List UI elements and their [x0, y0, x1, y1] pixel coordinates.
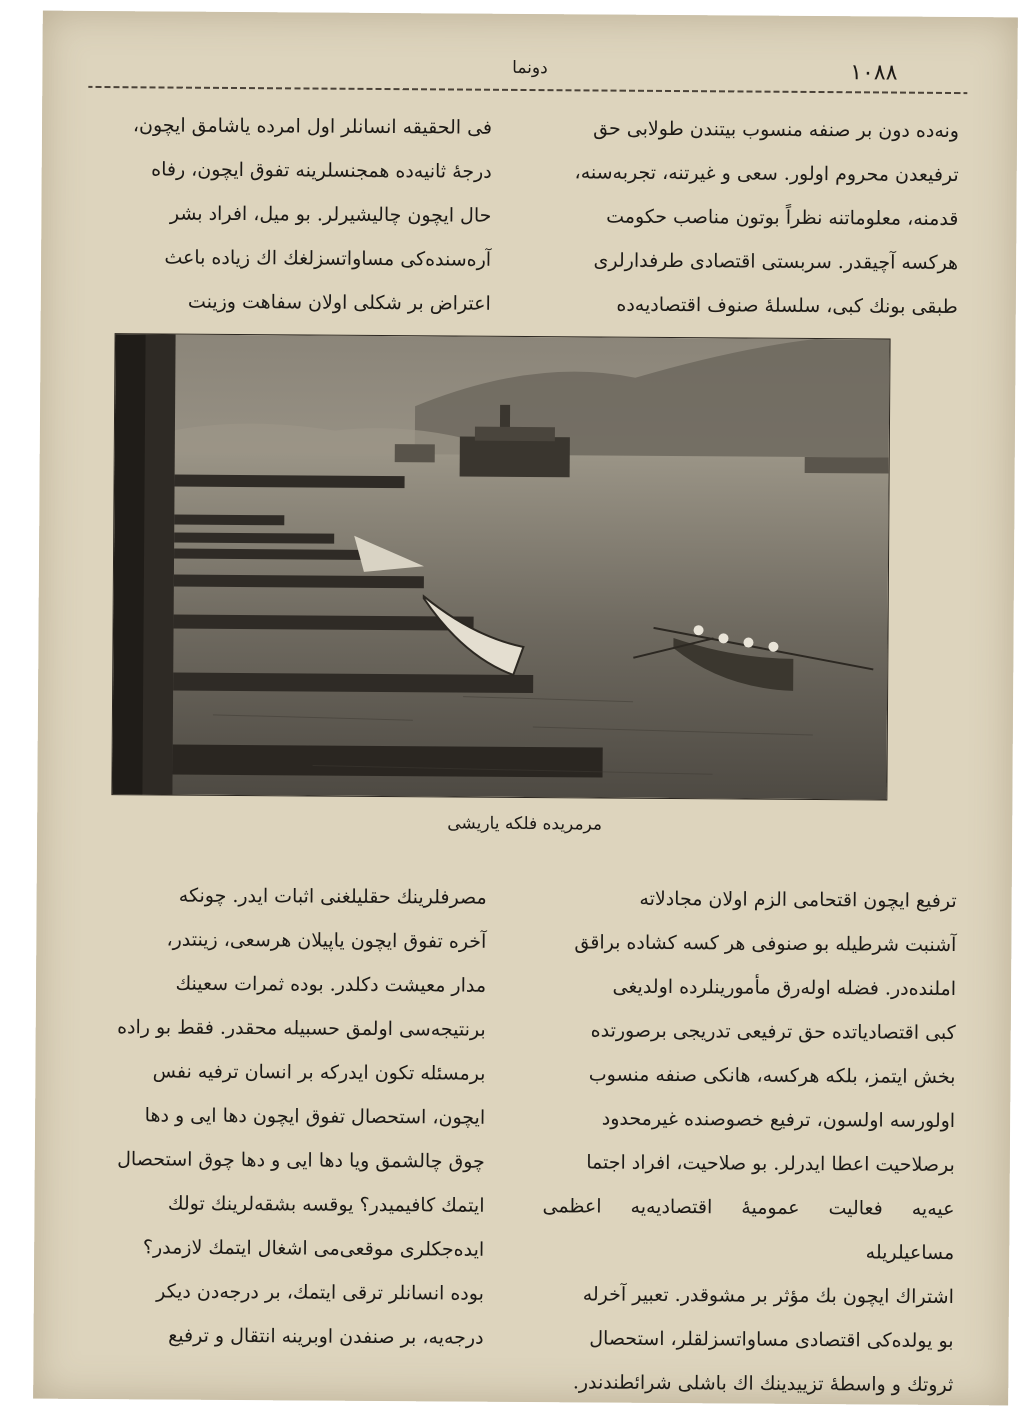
text-line: ایتمك کافیمیدر؟ یوقسه بشقه‌لرینك تولك: [167, 1192, 485, 1217]
text-line: فی الحقیقه انسانلر اول امرده یاشامق ایچون،: [132, 114, 493, 139]
text-line: طبقی بونك كبی، سلسلهٔ صنوف اقتصادیه‌ده: [616, 293, 958, 319]
text-line: ثروتك و واسطهٔ تزییدینك اك باشلی شرائطندندر.: [572, 1371, 954, 1397]
text-column-top-left: [81, 103, 493, 326]
page-number: ١٠٨٨: [850, 60, 898, 86]
text-line: اولورسه اولسون، ترفیع خصوصنده غیرمحدود: [601, 1107, 956, 1133]
text-line: املنده‌در. فضله اوله‌رق مأمورینلرده اولدیغی: [612, 975, 957, 1001]
running-head: دونما: [512, 57, 548, 79]
text-line: برصلاحیت اعطا ایدرلر. بو صلاحیت، افراد اجتما: [586, 1151, 955, 1177]
text-line: مدار معیشت دکلدر. بوده ثمرات سعینك: [175, 972, 487, 997]
photo-caption: مرمریده فلکه یاریشی: [447, 813, 603, 835]
text-line: آخره تفوق ایچون یاپیلان هرسعی، زینتدر،: [166, 928, 487, 953]
text-line: قدمنه، معلوماتنه نظراً بوتون مناصب حکومت: [606, 205, 959, 231]
text-line: ونه‌ده دون بر صنفه منسوب بیتندن طولابی حق: [593, 117, 960, 143]
text-line: ایده‌جکلری موقعی‌می اشغال ایتمك لازمدر؟: [142, 1236, 485, 1261]
photo-illustration: [112, 334, 889, 799]
text-line: حال ایچون چالیشیرلر. بو میل، افراد بشر: [169, 202, 492, 227]
text-line: ترفیعدن محروم اولور. سعی و غیرتنه، تجربه‌سنه،: [574, 161, 959, 187]
text-line: اشتراك ایچون بك مؤثر بر مشوقدر. تعبیر آخرله: [582, 1283, 954, 1309]
magazine-page: [33, 11, 1018, 1406]
text-line: آشنبت شرطیله بو صنوفی هر کسه کشاده براقق: [574, 931, 957, 957]
rowing-race-photo: [111, 333, 890, 800]
text-line: كبی اقتصادیاتده حق ترفیعی تدریجی برصورتده: [590, 1019, 956, 1045]
text-line: برمسئله تکون ایدرکه بر انسان ترفیه نفس: [152, 1060, 486, 1085]
text-line: بخش ایتمز، بلکه هرکسه، هانکی صنفه منسوب: [588, 1063, 956, 1089]
text-line: چوق چالشمق ویا دها ایی و دها چوق استحصال: [117, 1148, 485, 1173]
text-line: برنتیجه‌سی اولمق حسبیله محقدر. فقط بو راده: [117, 1016, 486, 1041]
text-column-bottom-right: [541, 876, 957, 1407]
text-line: درجه‌یه، بر صنفدن اوبرینه انتقال و ترفیع: [168, 1324, 484, 1349]
text-line: ایچون، استحصال تفوق ایچون دها ایی و دها: [144, 1104, 486, 1129]
text-line: هرکسه آچیقدر. سربستی اقتصادی طرفدارلری: [593, 249, 959, 275]
text-column-top-right: [546, 106, 960, 329]
text-line: عیه‌یه فعالیت عمومیهٔ اقتصادیه‌یه اعظمی مساعیلریله: [542, 1195, 955, 1265]
text-column-bottom-left: [73, 873, 486, 1360]
text-line: آره‌سنده‌کی مساواتسزلغك اك زیاده باعث: [164, 246, 492, 271]
text-line: بوده انسانلر ترقی ایتمك، بر درجه‌دن دیکر: [156, 1280, 484, 1305]
text-line: درجهٔ ثانیه‌ده همجنسلرینه تفوق ایچون، رفاه: [151, 158, 492, 183]
text-line: مصرفلرینك حقلیلغنی اثبات ایدر. چونکه: [178, 884, 487, 909]
text-line: اعتراض بر شکلی اولان سفاهت وزینت: [187, 290, 491, 315]
text-line: بو یولده‌کی اقتصادی مساواتسزلقلر، استحصال: [589, 1327, 954, 1353]
text-line: ترفیع ایچون اقتحامی الزم اولان مجادلاته: [639, 887, 957, 913]
